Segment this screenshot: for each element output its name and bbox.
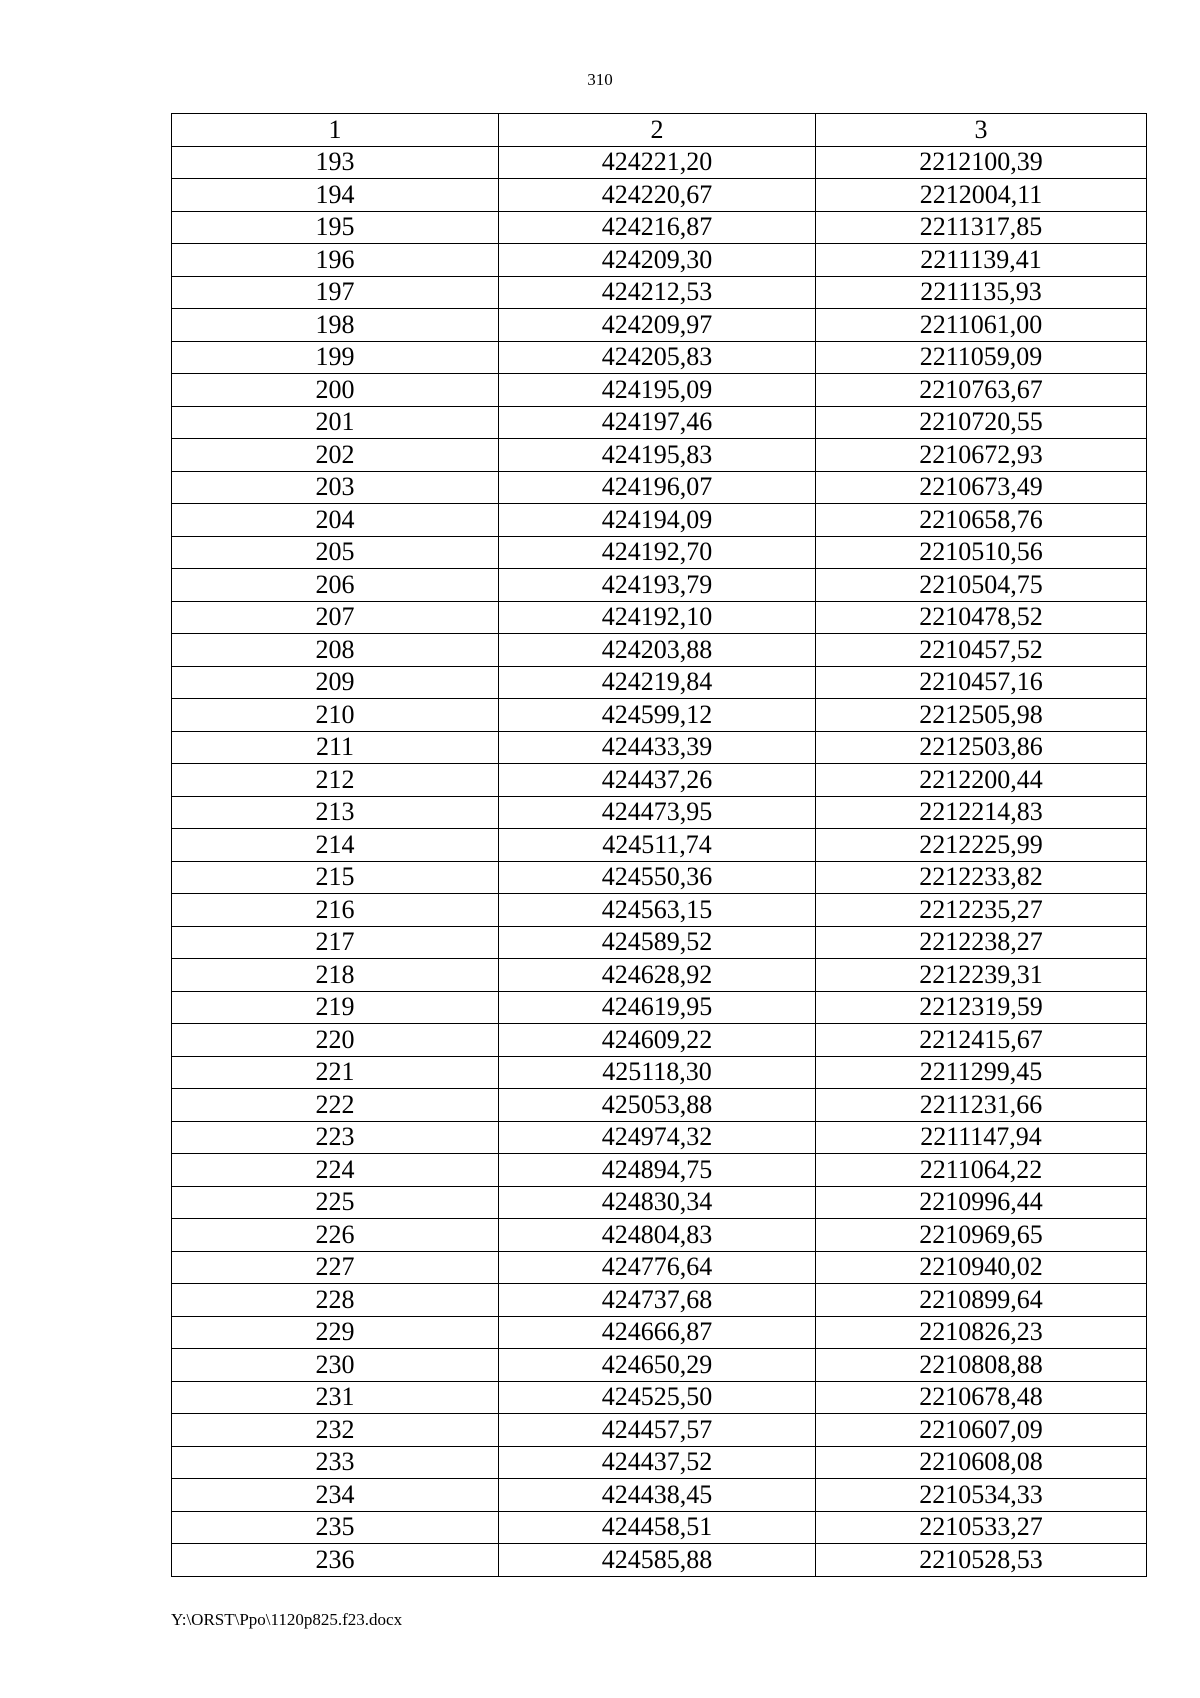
x-coordinate-cell: 424196,07 bbox=[499, 471, 816, 504]
y-coordinate-cell: 2210940,02 bbox=[816, 1251, 1147, 1284]
y-coordinate-cell: 2210969,65 bbox=[816, 1219, 1147, 1252]
point-number-cell: 211 bbox=[172, 731, 499, 764]
table-row bbox=[172, 439, 1147, 472]
x-coordinate-cell: 424619,95 bbox=[499, 991, 816, 1024]
y-coordinate-cell: 2212214,83 bbox=[816, 796, 1147, 829]
table-row bbox=[172, 276, 1147, 309]
point-number-cell: 198 bbox=[172, 309, 499, 342]
y-coordinate-cell: 2210658,76 bbox=[816, 504, 1147, 537]
point-number-cell: 227 bbox=[172, 1251, 499, 1284]
table-header-row bbox=[172, 114, 1147, 147]
point-number-cell: 199 bbox=[172, 341, 499, 374]
point-number-cell: 212 bbox=[172, 764, 499, 797]
table-row bbox=[172, 634, 1147, 667]
point-number-cell: 233 bbox=[172, 1446, 499, 1479]
table-row bbox=[172, 1414, 1147, 1447]
table-row bbox=[172, 1381, 1147, 1414]
x-coordinate-cell: 424609,22 bbox=[499, 1024, 816, 1057]
point-number-cell: 231 bbox=[172, 1381, 499, 1414]
point-number-cell: 193 bbox=[172, 146, 499, 179]
x-coordinate-cell: 424438,45 bbox=[499, 1479, 816, 1512]
y-coordinate-cell: 2211147,94 bbox=[816, 1121, 1147, 1154]
y-coordinate-cell: 2212225,99 bbox=[816, 829, 1147, 862]
x-coordinate-cell: 424192,10 bbox=[499, 601, 816, 634]
table-row bbox=[172, 1544, 1147, 1577]
table-row bbox=[172, 1121, 1147, 1154]
table-row bbox=[172, 894, 1147, 927]
x-coordinate-cell: 424209,30 bbox=[499, 244, 816, 277]
y-coordinate-cell: 2212235,27 bbox=[816, 894, 1147, 927]
x-coordinate-cell: 424473,95 bbox=[499, 796, 816, 829]
x-coordinate-cell: 424216,87 bbox=[499, 211, 816, 244]
table-row bbox=[172, 959, 1147, 992]
table-row bbox=[172, 829, 1147, 862]
x-coordinate-cell: 424194,09 bbox=[499, 504, 816, 537]
point-number-cell: 205 bbox=[172, 536, 499, 569]
y-coordinate-cell: 2210678,48 bbox=[816, 1381, 1147, 1414]
x-coordinate-cell: 424628,92 bbox=[499, 959, 816, 992]
table-row bbox=[172, 569, 1147, 602]
y-coordinate-cell: 2212238,27 bbox=[816, 926, 1147, 959]
point-number-cell: 223 bbox=[172, 1121, 499, 1154]
table-row bbox=[172, 601, 1147, 634]
x-coordinate-cell: 424585,88 bbox=[499, 1544, 816, 1577]
table-row bbox=[172, 211, 1147, 244]
y-coordinate-cell: 2211059,09 bbox=[816, 341, 1147, 374]
point-number-cell: 201 bbox=[172, 406, 499, 439]
table-row bbox=[172, 1186, 1147, 1219]
point-number-cell: 200 bbox=[172, 374, 499, 407]
x-coordinate-cell: 424894,75 bbox=[499, 1154, 816, 1187]
x-coordinate-cell: 424212,53 bbox=[499, 276, 816, 309]
point-number-cell: 206 bbox=[172, 569, 499, 602]
table-row bbox=[172, 991, 1147, 1024]
x-coordinate-cell: 424219,84 bbox=[499, 666, 816, 699]
y-coordinate-cell: 2210478,52 bbox=[816, 601, 1147, 634]
x-coordinate-cell: 424192,70 bbox=[499, 536, 816, 569]
point-number-cell: 222 bbox=[172, 1089, 499, 1122]
table-row bbox=[172, 1316, 1147, 1349]
x-coordinate-cell: 424458,51 bbox=[499, 1511, 816, 1544]
point-number-cell: 228 bbox=[172, 1284, 499, 1317]
y-coordinate-cell: 2212239,31 bbox=[816, 959, 1147, 992]
point-number-cell: 224 bbox=[172, 1154, 499, 1187]
x-coordinate-cell: 424737,68 bbox=[499, 1284, 816, 1317]
y-coordinate-cell: 2210534,33 bbox=[816, 1479, 1147, 1512]
point-number-cell: 214 bbox=[172, 829, 499, 862]
y-coordinate-cell: 2210826,23 bbox=[816, 1316, 1147, 1349]
x-coordinate-cell: 424437,52 bbox=[499, 1446, 816, 1479]
table-row bbox=[172, 1056, 1147, 1089]
point-number-cell: 204 bbox=[172, 504, 499, 537]
point-number-cell: 195 bbox=[172, 211, 499, 244]
point-number-cell: 229 bbox=[172, 1316, 499, 1349]
x-coordinate-cell: 424650,29 bbox=[499, 1349, 816, 1382]
x-coordinate-cell: 424197,46 bbox=[499, 406, 816, 439]
table-row bbox=[172, 536, 1147, 569]
y-coordinate-cell: 2210510,56 bbox=[816, 536, 1147, 569]
table-row bbox=[172, 406, 1147, 439]
point-number-cell: 207 bbox=[172, 601, 499, 634]
y-coordinate-cell: 2212233,82 bbox=[816, 861, 1147, 894]
table-row bbox=[172, 244, 1147, 277]
x-coordinate-cell: 424195,83 bbox=[499, 439, 816, 472]
y-coordinate-cell: 2210672,93 bbox=[816, 439, 1147, 472]
point-number-cell: 216 bbox=[172, 894, 499, 927]
x-coordinate-cell: 424563,15 bbox=[499, 894, 816, 927]
y-coordinate-cell: 2212319,59 bbox=[816, 991, 1147, 1024]
y-coordinate-cell: 2211139,41 bbox=[816, 244, 1147, 277]
y-coordinate-cell: 2210899,64 bbox=[816, 1284, 1147, 1317]
footer-file-path: Y:\ORST\Ppo\1120p825.f23.docx bbox=[171, 1610, 403, 1629]
y-coordinate-cell: 2210607,09 bbox=[816, 1414, 1147, 1447]
point-number-cell: 215 bbox=[172, 861, 499, 894]
point-number-cell: 217 bbox=[172, 926, 499, 959]
x-coordinate-cell: 424589,52 bbox=[499, 926, 816, 959]
point-number-cell: 208 bbox=[172, 634, 499, 667]
x-coordinate-cell: 424457,57 bbox=[499, 1414, 816, 1447]
x-coordinate-cell: 425053,88 bbox=[499, 1089, 816, 1122]
table-row bbox=[172, 926, 1147, 959]
x-coordinate-cell: 425118,30 bbox=[499, 1056, 816, 1089]
x-coordinate-cell: 424220,67 bbox=[499, 179, 816, 212]
y-coordinate-cell: 2210533,27 bbox=[816, 1511, 1147, 1544]
table-row bbox=[172, 179, 1147, 212]
table-row bbox=[172, 1349, 1147, 1382]
y-coordinate-cell: 2211299,45 bbox=[816, 1056, 1147, 1089]
column-header-1: 1 bbox=[172, 114, 499, 147]
y-coordinate-cell: 2210457,16 bbox=[816, 666, 1147, 699]
point-number-cell: 210 bbox=[172, 699, 499, 732]
table-row bbox=[172, 146, 1147, 179]
point-number-cell: 219 bbox=[172, 991, 499, 1024]
point-number-cell: 230 bbox=[172, 1349, 499, 1382]
table-row bbox=[172, 341, 1147, 374]
table-row bbox=[172, 731, 1147, 764]
page-number: 310 bbox=[587, 70, 613, 89]
x-coordinate-cell: 424203,88 bbox=[499, 634, 816, 667]
y-coordinate-cell: 2210608,08 bbox=[816, 1446, 1147, 1479]
y-coordinate-cell: 2212004,11 bbox=[816, 179, 1147, 212]
x-coordinate-cell: 424437,26 bbox=[499, 764, 816, 797]
column-header-3: 3 bbox=[816, 114, 1147, 147]
y-coordinate-cell: 2211135,93 bbox=[816, 276, 1147, 309]
column-header-2: 2 bbox=[499, 114, 816, 147]
table-row bbox=[172, 796, 1147, 829]
point-number-cell: 203 bbox=[172, 471, 499, 504]
table-row bbox=[172, 1284, 1147, 1317]
x-coordinate-cell: 424193,79 bbox=[499, 569, 816, 602]
x-coordinate-cell: 424195,09 bbox=[499, 374, 816, 407]
table-row bbox=[172, 1219, 1147, 1252]
table-row bbox=[172, 1024, 1147, 1057]
x-coordinate-cell: 424511,74 bbox=[499, 829, 816, 862]
table-row bbox=[172, 699, 1147, 732]
table-row bbox=[172, 1154, 1147, 1187]
point-number-cell: 226 bbox=[172, 1219, 499, 1252]
y-coordinate-cell: 2211064,22 bbox=[816, 1154, 1147, 1187]
y-coordinate-cell: 2212503,86 bbox=[816, 731, 1147, 764]
table-row bbox=[172, 504, 1147, 537]
table-header bbox=[172, 114, 1147, 147]
y-coordinate-cell: 2212200,44 bbox=[816, 764, 1147, 797]
y-coordinate-cell: 2210673,49 bbox=[816, 471, 1147, 504]
table-row bbox=[172, 1446, 1147, 1479]
point-number-cell: 236 bbox=[172, 1544, 499, 1577]
table-body bbox=[172, 146, 1147, 1576]
y-coordinate-cell: 2210457,52 bbox=[816, 634, 1147, 667]
point-number-cell: 234 bbox=[172, 1479, 499, 1512]
x-coordinate-cell: 424830,34 bbox=[499, 1186, 816, 1219]
table-row bbox=[172, 1251, 1147, 1284]
x-coordinate-cell: 424804,83 bbox=[499, 1219, 816, 1252]
point-number-cell: 196 bbox=[172, 244, 499, 277]
point-number-cell: 225 bbox=[172, 1186, 499, 1219]
y-coordinate-cell: 2210528,53 bbox=[816, 1544, 1147, 1577]
table-row bbox=[172, 861, 1147, 894]
x-coordinate-cell: 424433,39 bbox=[499, 731, 816, 764]
x-coordinate-cell: 424599,12 bbox=[499, 699, 816, 732]
x-coordinate-cell: 424525,50 bbox=[499, 1381, 816, 1414]
point-number-cell: 197 bbox=[172, 276, 499, 309]
x-coordinate-cell: 424666,87 bbox=[499, 1316, 816, 1349]
point-number-cell: 194 bbox=[172, 179, 499, 212]
y-coordinate-cell: 2212505,98 bbox=[816, 699, 1147, 732]
point-number-cell: 235 bbox=[172, 1511, 499, 1544]
table-row bbox=[172, 309, 1147, 342]
point-number-cell: 232 bbox=[172, 1414, 499, 1447]
table-row bbox=[172, 666, 1147, 699]
table-row bbox=[172, 1511, 1147, 1544]
y-coordinate-cell: 2211061,00 bbox=[816, 309, 1147, 342]
y-coordinate-cell: 2210763,67 bbox=[816, 374, 1147, 407]
y-coordinate-cell: 2211231,66 bbox=[816, 1089, 1147, 1122]
table-row bbox=[172, 1089, 1147, 1122]
table-row bbox=[172, 374, 1147, 407]
x-coordinate-cell: 424221,20 bbox=[499, 146, 816, 179]
y-coordinate-cell: 2212415,67 bbox=[816, 1024, 1147, 1057]
y-coordinate-cell: 2210808,88 bbox=[816, 1349, 1147, 1382]
x-coordinate-cell: 424205,83 bbox=[499, 341, 816, 374]
point-number-cell: 209 bbox=[172, 666, 499, 699]
y-coordinate-cell: 2212100,39 bbox=[816, 146, 1147, 179]
y-coordinate-cell: 2211317,85 bbox=[816, 211, 1147, 244]
table-row bbox=[172, 471, 1147, 504]
x-coordinate-cell: 424550,36 bbox=[499, 861, 816, 894]
point-number-cell: 218 bbox=[172, 959, 499, 992]
point-number-cell: 220 bbox=[172, 1024, 499, 1057]
point-number-cell: 213 bbox=[172, 796, 499, 829]
y-coordinate-cell: 2210720,55 bbox=[816, 406, 1147, 439]
x-coordinate-cell: 424209,97 bbox=[499, 309, 816, 342]
table-row bbox=[172, 1479, 1147, 1512]
table-row bbox=[172, 764, 1147, 797]
y-coordinate-cell: 2210996,44 bbox=[816, 1186, 1147, 1219]
point-number-cell: 221 bbox=[172, 1056, 499, 1089]
point-number-cell: 202 bbox=[172, 439, 499, 472]
x-coordinate-cell: 424776,64 bbox=[499, 1251, 816, 1284]
x-coordinate-cell: 424974,32 bbox=[499, 1121, 816, 1154]
y-coordinate-cell: 2210504,75 bbox=[816, 569, 1147, 602]
coordinates-table bbox=[171, 113, 1147, 1577]
